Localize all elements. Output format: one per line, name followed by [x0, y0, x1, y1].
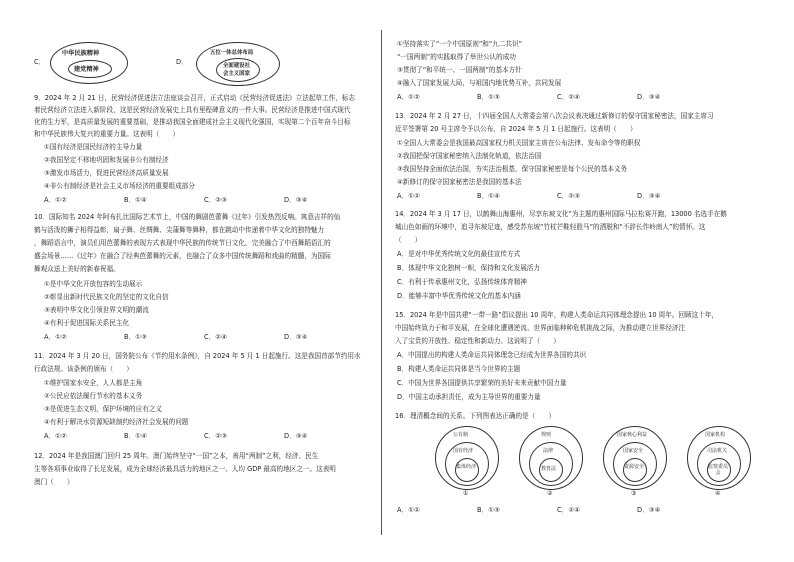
q16-option-d: D．③④: [637, 506, 661, 514]
q13-option-b: B．①④: [477, 192, 500, 200]
q15-line: 中国始终致力于和平发展，在全球化遭遇逆流、世界面临种种危机挑战之际，为推动建立世界经济注: [395, 324, 686, 332]
q13-item: ③我国坚持全面依法治国，夯实法治根基，保守国家秘密是每个公民的基本义务: [397, 165, 628, 173]
column-divider: [381, 30, 382, 535]
option-d-outer-text: 五位一体总体布局: [210, 50, 254, 56]
q13-item: ①全国人大常委会是我国最高国家权力机关国家主席在公布法律、发布命令等的职权: [397, 139, 641, 147]
q13-line: 近平签署第 20 号主席令予以公布，自 2024 年 5 月 1 日起施行。这表明（ ）: [395, 125, 637, 133]
q14-line: （ ）: [395, 236, 422, 244]
q9-line: 9．2024 年 2 月 21 日，民营经济促进法立法座谈会召开，正式启动《民营经济促进法》立法起草工作，标志: [34, 94, 355, 102]
q10-line: 10．国际知名 2024 年阿布扎比国际艺术节上，中国的舞剧芭蕾舞《过年》引发热烈反响。寓意吉祥的仙: [34, 213, 341, 221]
q16-diagram-1-middle-label: 国有经济: [453, 448, 474, 454]
q11-item: ②公民应依法履行节水的基本义务: [44, 392, 143, 400]
q11-option-d: D．③④: [284, 432, 308, 440]
q16-diagram-1-inner-label: 集体经济: [456, 464, 477, 470]
q16-option-c: C．②④: [557, 506, 581, 514]
option-c-inner-text: 建党精神: [74, 66, 99, 73]
q12-item: ③贯彻了“和平统一、一国两制”的基本方针: [397, 66, 522, 74]
q10-item: ④有利于促进国际关系民主化: [44, 319, 130, 327]
q12-option-a: A．①②: [397, 93, 420, 101]
q11-item: ①维护国家水安全，人人都是主角: [44, 379, 143, 387]
q12-line: 生等各项事业取得了长足发展，成为全球经济最具活力的地区之一、人均 GDP 最高的地区之一。这表明: [34, 465, 336, 473]
q9-item: ①国有经济是国民经济的主导力量: [44, 143, 143, 151]
q15-option-a: A．中国提出的构建人类命运共同体理念已经成为世界各国的共识: [397, 351, 587, 359]
q11-item: ④有利于解决水资源短缺制约经济社会发展的问题: [44, 418, 189, 426]
q11-option-b: B．①④: [124, 432, 147, 440]
q9-item: ②我国坚定不移地巩固和发展非公有制经济: [44, 156, 169, 164]
q9-line: 化的生力军，是高质量发展的重要基础，是推动我国全面建成社会主义现代化强国，实现第二个百年奋斗目标: [34, 118, 351, 126]
q16-diagram-2-outer-label: 规则: [541, 432, 552, 438]
q9-item: ③激发市场活力，促进民营经济高质量发展: [44, 169, 169, 177]
option-c-outer-text: 中华民族精神: [62, 50, 100, 57]
q9-option-b: B．①④: [124, 196, 147, 204]
q16-diagram-4-middle-label: 司法机关: [707, 448, 728, 454]
q13-option-a: A．①②: [397, 192, 420, 200]
q9-option-d: D．③④: [284, 196, 308, 204]
q16-stem: 16．理清概念间的关系。下列图表达正确的是（ ）: [395, 412, 556, 420]
q10-item: ①是中华文化开放包容的生动展示: [44, 280, 143, 288]
q13-line: 13．2024 年 2 月 27 日，十四届全国人大常委会第八次会议表决通过新修订的保守国家秘密法，国家主席习: [395, 112, 714, 120]
q11-option-a: A．①②: [44, 432, 67, 440]
q16-diagram-3-inner-label: 资源安全: [624, 464, 645, 470]
q10-option-c: C．②④: [204, 333, 228, 341]
q16-diagram-4-outer-label: 国家机构: [705, 432, 726, 438]
q10-option-a: A．①②: [44, 333, 67, 341]
q13-option-d: D．③④: [637, 192, 661, 200]
q16-option-a: A．①②: [397, 506, 420, 514]
q11-line: 11．2024 年 3 月 20 日，国务院公布《节约用水条例》，自 2024 年 5 月 1 日起施行。这是我国首部节约用水: [34, 352, 361, 360]
q16-diagram-3-number: ③: [631, 490, 637, 497]
q10-item: ②彰显出新时代民族文化的坚定的文化自信: [44, 293, 169, 301]
q9-line: 和中华民族伟大复兴的重要力量。这表明（ ）: [34, 130, 180, 138]
q16-diagram-1-inner: [455, 458, 479, 482]
q12-item: ①坚持落实了“一个中国原则”和“九二共识”: [397, 40, 523, 48]
q10-line: 鹤与活泼的狮子相得益彰，扇子舞、丝绸舞、尖蒲舞等舞种，都在跳动中传递着中华文化的独特魅力: [34, 226, 325, 234]
q12-option-c: C．②④: [557, 93, 581, 101]
q9-option-a: A．①②: [44, 196, 67, 204]
q14-option-a: A．是对中华优秀传统文化的最佳宣传方式: [397, 250, 521, 258]
q13-item: ②我国把保守国家秘密纳入法制化轨道，依法治国: [397, 152, 542, 160]
q12-line: 12．2024 年是我国澳门回归 25 周年。澳门始终坚守“一国”之本，善用“两制”之利，经济、民生: [34, 452, 319, 460]
option-c-label: C．: [34, 58, 46, 66]
q10-option-d: D．③④: [284, 333, 308, 341]
q15-option-d: D．中国主动承担责任，成为主导世界的重要力量: [397, 393, 541, 401]
q16-diagram-2-inner-label: 教育法: [541, 466, 557, 472]
q16-diagram-3-outer-label: 国家核心利益: [617, 432, 648, 438]
q12-item: “一国两制”的实践取得了举世公认的成功: [397, 53, 516, 61]
option-d-label: D．: [176, 58, 188, 66]
q16-diagram-2-middle-label: 法律: [543, 448, 554, 454]
q10-option-b: B．①③: [124, 333, 147, 341]
q10-line: 舞观众送上美好的新春祝福。: [34, 265, 120, 273]
q12-option-d: D．③④: [637, 93, 661, 101]
q10-line: ，舞蹈语言中，演员们用芭蕾舞的表现方式表现中华民族的传统节日文化，完美融合了中西舞蹈语汇的: [34, 239, 331, 247]
option-d-inner-text-1: 全面建设社: [223, 63, 250, 69]
q9-item: ④非公有制经济是社会主义市场经济的重要组成部分: [44, 182, 195, 190]
option-d-inner-text-2: 会主义国家: [223, 71, 250, 77]
q13-option-c: C．②③: [557, 192, 581, 200]
q15-option-c: C．中国为世界各国提供共享繁荣的美好未来贡献中国力量: [397, 379, 567, 387]
q11-item: ③是促进生态文明，保护环境的应有之义: [44, 405, 163, 413]
q16-diagram-1-number: ①: [463, 490, 469, 497]
q12-line: 澳门（ ）: [34, 478, 74, 486]
q16-diagram-3-middle-label: 国家安全: [623, 448, 644, 454]
q14-line: 14．2024 年 3 月 17 日，以鹤舞山海惠州，尽享东坡文化”为主题的惠州国际马拉松赛开跑，13000 名选手在鹅: [395, 210, 727, 218]
q14-option-c: C．有利于传承惠州文化，弘扬传统体育精神: [397, 278, 527, 286]
q10-item: ③表明中华文化引领世界文明的潮流: [44, 306, 149, 314]
q16-diagram-3-inner: [623, 458, 647, 482]
q15-option-b: B．构建人类命运共同体是当今世界的主题: [397, 365, 521, 373]
q11-line: 行政法规。该条例的颁布（ ）: [34, 365, 133, 373]
q14-line: 城山色如画的环境中，追寻东坡足迹，感受苏东坡“竹杖芒鞋轻胜马”的洒脱和“不辞长作岭南人”的情怀。这: [395, 223, 706, 231]
q11-option-c: C．②③: [204, 432, 228, 440]
q9-line: 着民营经济立法进入新阶段，这是民营经济发展史上具有里程碑意义的一件大事。民营经济是推进中国式现代: [34, 106, 351, 114]
q9-option-c: C．②③: [204, 196, 228, 204]
q14-option-d: D．能够丰富中华优秀传统文化的基本内涵: [397, 292, 521, 300]
q14-option-b: B．体现中华文化独树一帜，保持和文化发展活力: [397, 264, 540, 272]
q15-line: 15．2024 年是中国共建“一带一路”倡议提出 10 周年，构建人类命运共同体理念提出 10 周年。回顾这十年，: [395, 311, 719, 319]
q16-option-b: B．①③: [477, 506, 500, 514]
q12-item: ④融入了国家发展大局，与祖国内地优势互补，共同发展: [397, 79, 562, 87]
q10-line: 盛会场景……《过年》在融合了经典芭蕾舞的元素，也融合了众多中国传统舞蹈和戏曲的精髓，为国际: [34, 252, 331, 260]
q12-option-b: B．①③: [477, 93, 500, 101]
q16-diagram-2-number: ②: [547, 490, 553, 497]
q16-diagram-1-outer-label: 公有制: [453, 432, 469, 438]
q16-diagram-4-inner-label: 监察委员会: [708, 464, 729, 476]
q16-diagram-4-number: ④: [715, 490, 721, 497]
q15-line: 入了宝贵的开放性、稳定性和新动力。这说明了（ ）: [395, 337, 560, 345]
q13-item: ④新修订的保守国家秘密法是我国的基本法: [397, 178, 522, 186]
